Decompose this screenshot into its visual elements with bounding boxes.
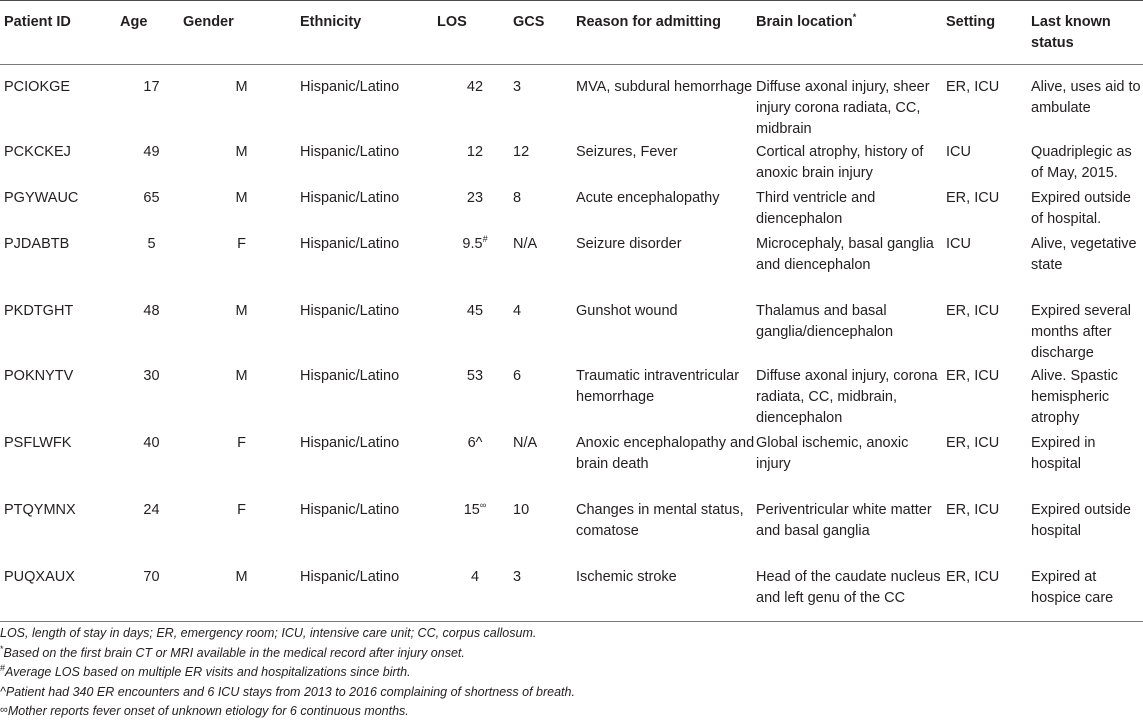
cell-los-value: 53 (466, 368, 484, 384)
footnote-mark: ∞ (0, 704, 8, 716)
cell-reason: Seizure disorder (576, 236, 682, 252)
cell-los-value: 12 (466, 144, 484, 160)
header-row (0, 1, 1143, 65)
cell-reason: Acute encephalopathy (576, 190, 720, 206)
cell-setting: ER, ICU (946, 368, 1000, 384)
cell-patient-id: PSFLWFK (4, 435, 72, 451)
cell-patient-id: PGYWAUC (4, 190, 79, 206)
cell-reason: MVA, subdural hemorrhage (576, 79, 753, 95)
footnote-fever-onset (0, 702, 1143, 722)
cell-reason: Seizures, Fever (576, 144, 678, 160)
cell-los (437, 140, 513, 186)
cell-reason: Ischemic stroke (576, 565, 756, 622)
cell-gender: M (235, 79, 248, 95)
cell-gender: M (235, 303, 248, 319)
footnote-brain-location (0, 644, 1143, 664)
cell-patient-id: PCKCKEJ (4, 144, 71, 160)
cell-los (437, 565, 513, 622)
footnote-text: Mother reports fever onset of unknown etiology for 6 continuous months. (7, 704, 409, 718)
cell-setting: ER, ICU (946, 502, 1000, 518)
footnote-text: Based on the first brain CT or MRI available in the medical record after injury onset. (3, 645, 465, 660)
header-last-status: Last known status (1031, 1, 1143, 65)
header-patient-id: Patient ID (0, 1, 120, 65)
cell-gcs: 10 (513, 502, 530, 518)
cell-los-value: 45 (466, 303, 484, 319)
cell-patient-id: POKNYTV (4, 368, 74, 384)
cell-setting: ER, ICU (946, 79, 1000, 95)
cell-los (437, 65, 513, 141)
header-los: LOS (437, 1, 513, 65)
cell-ethnicity: Hispanic/Latino (300, 435, 400, 451)
cell-setting: ER, ICU (946, 565, 1031, 622)
cell-los (437, 299, 513, 364)
cell-ethnicity: Hispanic/Latino (300, 79, 400, 95)
cell-gender: M (235, 144, 248, 160)
table-row (0, 431, 1143, 498)
cell-ethnicity: Hispanic/Latino (300, 368, 400, 384)
cell-los (437, 186, 513, 232)
cell-brain-location: Head of the caudate nucleus and left genu of the CC (756, 565, 946, 622)
cell-los (437, 364, 513, 431)
cell-los (437, 232, 513, 299)
cell-brain-location: Periventricular white matter and basal ganglia (756, 502, 932, 539)
header-brain-location-mark: * (852, 12, 857, 22)
footnote-abbreviations: LOS, length of stay in days; ER, emergency room; ICU, intensive care unit; CC, corpus callosum. (0, 626, 537, 640)
cell-los-value: 23 (466, 190, 484, 206)
cell-last-status: Expired in hospital (1031, 435, 1096, 472)
header-ethnicity: Ethnicity (300, 1, 437, 65)
cell-los (437, 498, 513, 565)
cell-los-mark: # (482, 234, 488, 244)
header-age: Age (120, 1, 183, 65)
cell-age: 49 (143, 144, 160, 160)
cell-last-status: Expired outside of hospital. (1031, 190, 1131, 227)
cell-gender: M (235, 368, 248, 384)
table-row (0, 498, 1143, 565)
cell-last-status: Alive. Spastic hemispheric atrophy (1031, 368, 1119, 426)
cell-los-value: 9.5 (462, 236, 483, 252)
cell-gcs: 4 (513, 303, 522, 319)
footnote-average-los (0, 663, 1143, 683)
cell-patient-id: PJDABTB (4, 236, 70, 252)
footnote-mark: * (0, 643, 4, 654)
cell-brain-location: Diffuse axonal injury, sheer injury corona radiata, CC, midbrain (756, 79, 930, 137)
table-row (0, 299, 1143, 364)
cell-setting: ER, ICU (946, 190, 1000, 206)
header-reason: Reason for admitting (576, 1, 756, 65)
cell-gcs: 6 (513, 368, 522, 384)
cell-reason: Traumatic intraventricular hemorrhage (576, 368, 740, 405)
cell-gender: M (183, 565, 300, 622)
cell-los-value: 15 (463, 502, 480, 518)
cell-patient-id: PTQYMNX (4, 502, 76, 518)
cell-age: 24 (143, 502, 160, 518)
cell-gcs: 12 (513, 144, 530, 160)
cell-last-status: Alive, vegetative state (1031, 236, 1137, 273)
table-row (0, 65, 1143, 141)
cell-gender: F (237, 435, 246, 451)
cell-gcs: 3 (513, 565, 576, 622)
cell-los-value: 42 (466, 79, 484, 95)
cell-last-status: Quadriplegic as of May, 2015. (1031, 144, 1132, 181)
cell-ethnicity: Hispanic/Latino (300, 502, 400, 518)
cell-last-status: Expired outside hospital (1031, 502, 1131, 539)
header-brain-location-label: Brain location (756, 14, 853, 30)
header-brain-location (756, 1, 946, 65)
cell-los-value: 6^ (467, 435, 483, 451)
cell-los (437, 431, 513, 498)
cell-reason: Gunshot wound (576, 303, 678, 319)
cell-age: 48 (143, 303, 160, 319)
cell-setting: ER, ICU (946, 435, 1000, 451)
cell-gender: M (235, 190, 248, 206)
footnote-text: Average LOS based on multiple ER visits and hospitalizations since birth. (5, 665, 411, 679)
cell-ethnicity: Hispanic/Latino (300, 236, 400, 252)
cell-age: 70 (120, 565, 183, 622)
cell-gcs: 3 (513, 79, 522, 95)
cell-ethnicity: Hispanic/Latino (300, 190, 400, 206)
cell-ethnicity: Hispanic/Latino (300, 144, 400, 160)
footnote-er-encounters: ^Patient had 340 ER encounters and 6 ICU stays from 2013 to 2016 complaining of shortness of breath. (0, 684, 575, 699)
table-row (0, 364, 1143, 431)
table-row (0, 140, 1143, 186)
cell-gcs: 8 (513, 190, 522, 206)
cell-brain-location: Microcephaly, basal ganglia and diencephalon (756, 236, 934, 273)
cell-last-status: Expired several months after discharge (1031, 303, 1131, 361)
table-row (0, 565, 1143, 622)
cell-setting: ICU (946, 236, 971, 252)
cell-ethnicity: Hispanic/Latino (300, 303, 400, 319)
header-gcs: GCS (513, 1, 576, 65)
cell-gender: F (237, 236, 246, 252)
cell-reason: Anoxic encephalopathy and brain death (576, 435, 755, 472)
table-row (0, 232, 1143, 299)
cell-gcs: N/A (513, 435, 538, 451)
cell-last-status: Alive, uses aid to ambulate (1031, 79, 1141, 116)
cell-gcs: N/A (513, 236, 538, 252)
cell-brain-location: Thalamus and basal ganglia/diencephalon (756, 303, 894, 340)
cell-setting: ICU (946, 144, 971, 160)
cell-patient-id: PKDTGHT (4, 303, 74, 319)
cell-age: 5 (147, 236, 156, 252)
cell-age: 40 (143, 435, 160, 451)
cell-last-status: Expired at hospice care (1031, 565, 1143, 622)
cell-gender: F (237, 502, 246, 518)
cell-reason: Changes in mental status, comatose (576, 502, 744, 539)
cell-brain-location: Third ventricle and diencephalon (756, 190, 876, 227)
cell-brain-location: Cortical atrophy, history of anoxic brain injury (756, 144, 924, 181)
cell-age: 65 (143, 190, 160, 206)
table-row (0, 186, 1143, 232)
cell-brain-location: Global ischemic, anoxic injury (756, 435, 909, 472)
cell-brain-location: Diffuse axonal injury, corona radiata, CC, midbrain, diencephalon (756, 368, 938, 426)
cell-los-value: 4 (470, 569, 480, 585)
cell-patient-id: PCIOKGE (4, 79, 71, 95)
header-gender: Gender (183, 1, 300, 65)
cell-los-mark: ∞ (479, 500, 487, 510)
cell-ethnicity: Hispanic/Latino (300, 565, 437, 622)
footnote-mark: # (0, 663, 6, 673)
cell-patient-id: PUQXAUX (0, 565, 120, 622)
cell-age: 17 (143, 79, 160, 95)
cell-age: 30 (143, 368, 160, 384)
cell-setting: ER, ICU (946, 303, 1000, 319)
table-footnotes (0, 624, 1143, 722)
header-setting: Setting (946, 1, 1031, 65)
